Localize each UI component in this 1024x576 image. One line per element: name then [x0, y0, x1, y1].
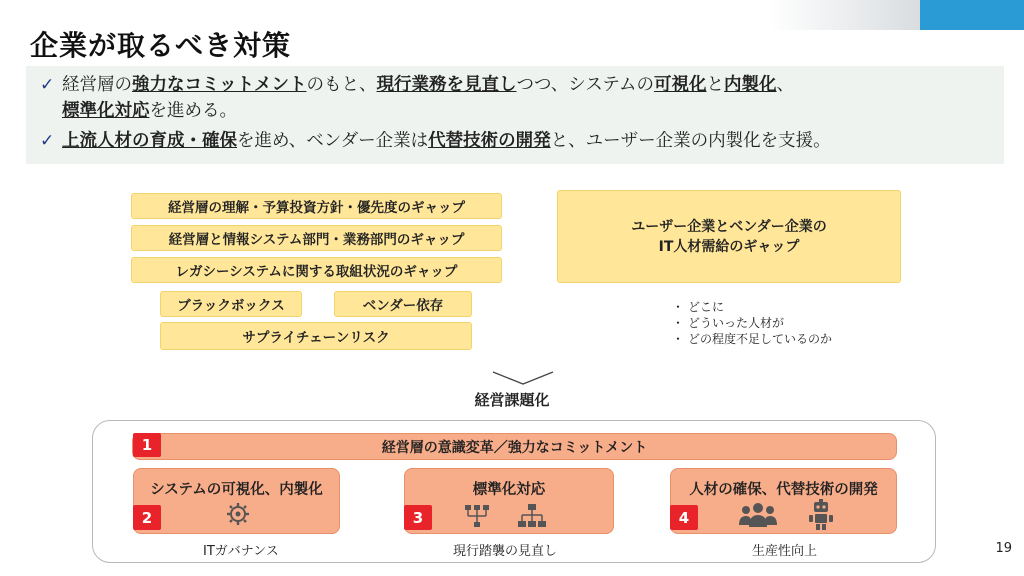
action-4-label: 人材の確保、代替技術の開発 [689, 482, 878, 498]
action-2-label: システムの可視化、内製化 [150, 482, 323, 498]
talent-points-list [672, 299, 832, 347]
action-1-label: 経営層の意識変革／強力なコミットメント [381, 439, 648, 456]
action-2-number: 2 [133, 505, 161, 530]
summary-bullet-1 [40, 72, 990, 124]
summary-bullet-2-text: 上流人材の育成・確保を進め、ベンダー企業は代替技術の開発と、ユーザー企業の内製化を支援。 [62, 131, 831, 151]
header-accent-bar [920, 0, 1024, 30]
gap-it-talent-line1: ユーザー企業とベンダー企業の [631, 218, 827, 235]
list-item: ・ どういった人材が [672, 315, 832, 331]
action-2-box [133, 468, 340, 534]
gap-it-talent [557, 190, 901, 283]
list-item: ・ どの程度不足しているのか [672, 331, 832, 347]
robot-icon [807, 499, 835, 531]
people-icon [737, 501, 779, 529]
list-item: ・ どこに [672, 299, 832, 315]
summary-bullet-2 [40, 128, 990, 154]
summary-bullet-1-text: 経営層の強力なコミットメントのもと、現行業務を見直しつつ、システムの可視化と内製化、 標準化対応を進める。 [62, 75, 795, 121]
gap-legacy: レガシーシステムに関する取組状況のギャップ [131, 257, 502, 283]
check-icon: ✓ [40, 131, 55, 151]
page-number: 19 [995, 541, 1012, 556]
header-gradient [770, 0, 920, 30]
gap-blackbox: ブラックボックス [160, 291, 302, 317]
gap-vendor-dependence: ベンダー依存 [334, 291, 472, 317]
action-1-number: 1 [133, 433, 161, 457]
action-2-caption: ITガバナンス [203, 544, 279, 559]
gap-departments: 経営層と情報システム部門・業務部門のギャップ [131, 225, 502, 251]
action-1-bar [132, 433, 897, 460]
action-4-number: 4 [670, 505, 698, 530]
issue-label: 経営課題化 [474, 391, 550, 409]
gap-budget: 経営層の理解・予算投資方針・優先度のギャップ [131, 193, 502, 219]
action-3-label: 標準化対応 [472, 482, 546, 498]
action-4-box [670, 468, 897, 534]
gap-supply-chain: サプライチェーンリスク [160, 322, 472, 350]
action-4-caption: 生産性向上 [752, 544, 818, 559]
summary-box [26, 66, 1004, 164]
flow-icon [463, 503, 491, 529]
gap-it-talent-line2: IT人材需給のギャップ [658, 238, 800, 255]
org-chart-icon [517, 503, 547, 529]
check-icon: ✓ [40, 75, 55, 95]
page-title: 企業が取るべき対策 [30, 29, 292, 62]
action-3-caption: 現行踏襲の見直し [453, 544, 558, 559]
action-3-box [404, 468, 614, 534]
chevron-down-icon [492, 370, 554, 386]
action-3-number: 3 [404, 505, 432, 530]
gear-bulb-icon [225, 501, 251, 527]
